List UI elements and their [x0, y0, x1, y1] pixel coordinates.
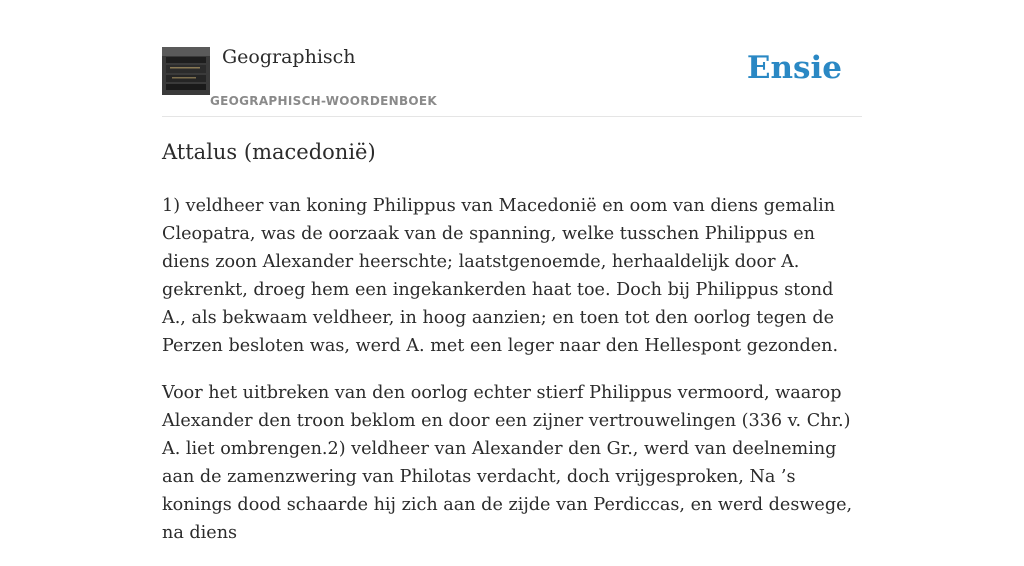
entry-content [162, 192, 862, 566]
book-avatar-icon [162, 47, 210, 95]
page-container [162, 0, 862, 543]
brand-logo[interactable]: Ensie [746, 50, 842, 86]
source-title[interactable]: Geographisch [222, 46, 356, 68]
entry-title: Attalus (macedonië) [162, 140, 376, 164]
source-avatar[interactable] [162, 47, 210, 95]
source-subtitle[interactable]: GEOGRAPHISCH-WOORDENBOEK [210, 94, 437, 108]
source-header [162, 0, 862, 117]
entry-paragraph: Voor het uitbreken van den oorlog echter stierf Philippus vermoord, waarop Alexander den troon beklom en door een zijner vertrouwelingen (336 v. Chr.) A. liet ombrengen.2) veldheer van Alexander den Gr., werd van deelneming aan de zamenzwering van Philotas verdacht, doch vrijgesproken, Na ’s konings dood schaarde hij zich aan de zijde van Perdiccas, en werd deswege, na diens [162, 383, 853, 543]
entry-paragraph: 1) veldheer van koning Philippus van Macedonië en oom van diens gemalin Cleopatra, was de oorzaak van de spanning, welke tusschen Philippus en diens zoon Alexander heerschte; laatstgenoemde, herhaaldelijk door A. gekrenkt, droeg hem een ingekankerden haat toe. Doch bij Philippus stond A., als bekwaam veldheer, in hoog aanzien; en toen tot den oorlog tegen de Perzen besloten was, werd A. met een leger naar den Hellespont gezonden. [162, 196, 839, 356]
